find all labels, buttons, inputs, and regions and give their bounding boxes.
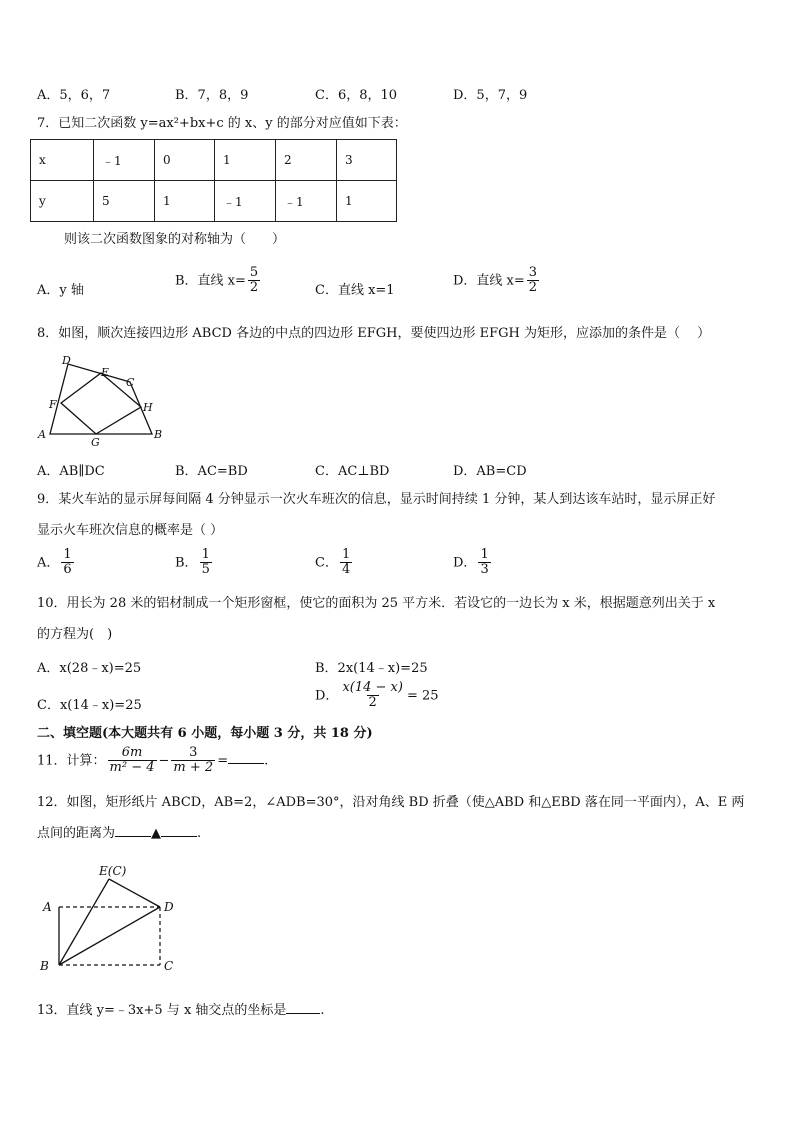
numerator: 3 [528, 265, 538, 280]
q6-option-d: D．5，7，9 [453, 88, 528, 103]
fraction [478, 548, 490, 578]
option-label: C． [315, 555, 338, 571]
fraction [200, 548, 212, 578]
q7-option-d-prefix: D．直线 x= [453, 273, 525, 289]
q12-prefix: 点间的距离为 [37, 826, 116, 841]
table-cell: 0 [155, 140, 215, 181]
section-heading: 二、填空题(本大题共有 6 小题，每小题 3 分，共 18 分) [37, 726, 373, 741]
q12-stem-line1: 12．如图，矩形纸片 ABCD，AB=2，∠ADB=30°，沿对角线 BD 折叠（使△ABD 和△EBD 落在同一平面内），A、E 两 [37, 795, 745, 810]
denominator: 5 [201, 562, 210, 578]
denominator: 3 [480, 562, 489, 578]
diagonal-bd [59, 907, 160, 965]
label-b: B [154, 428, 163, 441]
q10-option-b: B．2x(14﹣x)=25 [315, 661, 428, 676]
option-label: D． [315, 688, 339, 704]
q6-option-c: C．6，8，10 [315, 88, 398, 103]
q9-stem-line2: 显示火车班次信息的概率是（ ） [37, 523, 224, 538]
table-row [31, 181, 397, 222]
q9-option-d [453, 548, 493, 578]
fraction [340, 548, 352, 578]
option-label: B． [175, 555, 198, 571]
q8-quadrilateral-figure [30, 350, 170, 450]
answer-blank [228, 763, 264, 764]
label-g: G [91, 436, 100, 449]
table-cell: 5 [94, 181, 155, 222]
numerator: 3 [189, 745, 198, 760]
option-label: A． [37, 555, 60, 571]
q11-prefix: 11．计算： [37, 753, 106, 769]
q10-option-d [315, 681, 439, 711]
label-c: C [164, 959, 174, 973]
numerator: x(14 − x) [342, 680, 403, 695]
label-a: A [43, 900, 52, 914]
table-cell: ﹣1 [215, 181, 276, 222]
table-cell: x [31, 140, 94, 181]
edge-be [59, 879, 109, 965]
answer-blank [286, 1013, 320, 1014]
numerator: 1 [480, 547, 489, 562]
q9-option-a [37, 548, 76, 578]
numerator: 1 [201, 547, 210, 562]
q8-option-b: B．AC=BD [175, 464, 248, 479]
q6-option-a: A．5，6，7 [37, 88, 111, 103]
denominator: 2 [249, 280, 259, 296]
period: . [197, 826, 202, 841]
period: . [320, 1003, 325, 1018]
label-e: E [101, 366, 110, 379]
answer-blank [161, 836, 197, 837]
q7-option-c: C．直线 x=1 [315, 283, 395, 298]
equals-sign: = [217, 753, 229, 769]
q7-option-d [453, 266, 541, 296]
answer-blank [115, 836, 151, 837]
period: . [264, 753, 269, 769]
denominator: 6 [63, 562, 72, 578]
q7-value-table [30, 139, 397, 222]
q7-option-a: A．y 轴 [37, 283, 84, 298]
numerator: 1 [341, 547, 351, 562]
label-f: F [49, 398, 57, 411]
fraction [248, 266, 260, 296]
q12-rectangle-figure [30, 860, 200, 980]
q9-option-c [315, 548, 354, 578]
table-cell: 2 [276, 140, 337, 181]
table-row [31, 140, 397, 181]
table-cell: 3 [337, 140, 397, 181]
q8-option-c: C．AC⊥BD [315, 464, 390, 479]
label-d: D [164, 900, 174, 914]
label-h: H [143, 401, 153, 414]
edge-ed [109, 879, 160, 907]
denominator: m + 2 [173, 760, 214, 776]
minus-sign: − [158, 753, 170, 769]
numerator: 6m [121, 745, 143, 760]
q9-stem-line1: 9．某火车站的显示屏每间隔 4 分钟显示一次火车班次的信息，显示时间持续 1 分钟，某人到达该车站时，显示屏正好 [37, 492, 716, 507]
q10-option-c: C．x(14﹣x)=25 [37, 698, 142, 713]
option-label: D． [453, 555, 477, 571]
table-cell: 1 [215, 140, 276, 181]
q12-stem-line2 [37, 826, 201, 842]
table-cell: 1 [155, 181, 215, 222]
q13-stem [37, 1003, 325, 1019]
fraction [527, 266, 539, 296]
label-c: C [126, 376, 135, 389]
label-a: A [38, 428, 46, 441]
numerator: 5 [249, 265, 259, 280]
equation-tail: = 25 [406, 688, 439, 704]
fraction [108, 746, 157, 776]
table-cell: y [31, 181, 94, 222]
q13-text: 13．直线 y=﹣3x+5 与 x 轴交点的坐标是 [37, 1003, 287, 1018]
q6-option-b: B．7，8，9 [175, 88, 249, 103]
answer-marker: ▲ [151, 826, 162, 841]
fraction [61, 548, 73, 578]
q10-stem-line1: 10．用长为 28 米的铝材制成一个矩形窗框，使它的面积为 25 平方米．若设它的一边长为 x 米，根据题意列出关于 x [37, 596, 716, 611]
q9-option-b [175, 548, 214, 578]
q7-question: 则该二次函数图象的对称轴为（ ） [64, 232, 286, 247]
q7-option-b-prefix: B．直线 x= [175, 273, 246, 289]
q11-expression [37, 746, 268, 776]
label-b: B [40, 959, 49, 973]
denominator: m² − 4 [109, 760, 155, 776]
table-cell: ﹣1 [276, 181, 337, 222]
numerator: 1 [63, 547, 72, 562]
denominator: 2 [528, 280, 538, 296]
fraction [171, 746, 215, 776]
table-cell: 1 [337, 181, 397, 222]
q8-option-a: A．AB∥DC [37, 464, 105, 479]
denominator: 2 [368, 695, 377, 711]
q8-stem: 8．如图，顺次连接四边形 ABCD 各边的中点的四边形 EFGH，要使四边形 EFGH 为矩形，应添加的条件是（ ） [37, 326, 711, 341]
q10-stem-line2: 的方程为( ) [37, 627, 113, 642]
table-cell: ﹣1 [94, 140, 155, 181]
q7-option-b [175, 266, 262, 296]
label-e-c: E(C) [99, 864, 127, 878]
q8-option-d: D．AB=CD [453, 464, 527, 479]
denominator: 4 [341, 562, 351, 578]
q10-option-a: A．x(28﹣x)=25 [37, 661, 142, 676]
q7-stem: 7．已知二次函数 y=ax²+bx+c 的 x、y 的部分对应值如下表： [37, 116, 407, 131]
fraction [340, 681, 405, 711]
label-d: D [62, 354, 71, 367]
